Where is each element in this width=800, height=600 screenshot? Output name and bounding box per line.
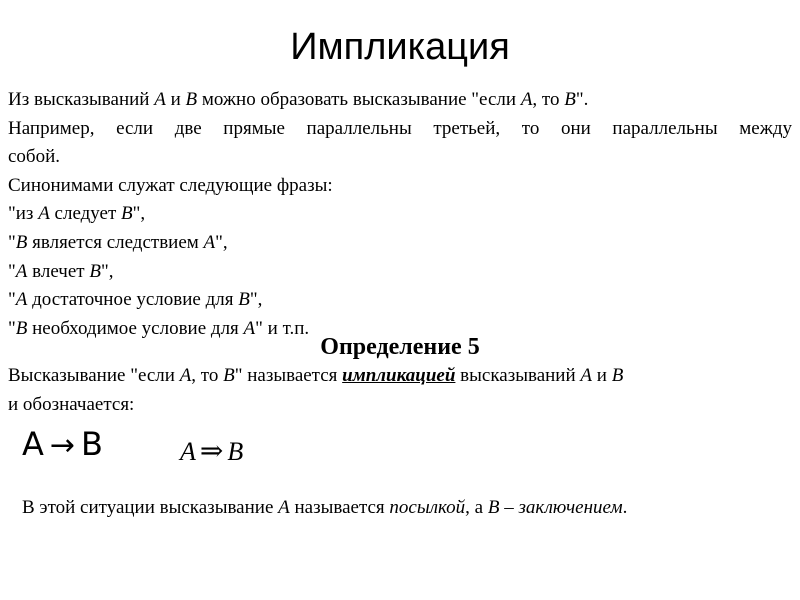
var-a: A <box>520 89 533 110</box>
text: и <box>165 89 186 110</box>
text: достаточное условие для <box>27 289 239 311</box>
definition-title: Определение 5 <box>320 334 480 360</box>
text: и <box>592 365 612 386</box>
var-b: B <box>611 365 624 386</box>
text: , то <box>532 89 565 110</box>
text: ", <box>215 231 228 253</box>
var-b: B <box>564 89 576 110</box>
var-b: B <box>121 203 133 225</box>
text: , то <box>191 365 224 386</box>
text: " называется <box>234 365 343 386</box>
var-a: A <box>278 497 290 518</box>
text: называется <box>289 497 390 518</box>
text: является следствием <box>27 231 204 253</box>
text: следует <box>49 203 122 225</box>
var-a: A <box>22 425 44 463</box>
text: " и т.п. <box>255 317 310 339</box>
synonym-2 <box>8 229 792 258</box>
synonym-4 <box>8 286 792 315</box>
text: В этой ситуации высказывание <box>22 497 279 518</box>
text: влечет <box>27 260 90 282</box>
text: высказываний <box>455 365 581 386</box>
var-a: A <box>15 260 28 282</box>
var-b: B <box>15 231 28 253</box>
intro-line-2: Например, если две прямые параллельны третьей, то они параллельны между <box>8 117 792 139</box>
text: ", <box>100 260 114 282</box>
text: необходимое условие для <box>27 317 244 339</box>
var-b: B <box>185 89 198 110</box>
definition-line-2: и обозначается: <box>8 393 135 415</box>
premise-term: посылкой <box>389 497 466 518</box>
var-b: B <box>81 425 103 463</box>
synonym-3 <box>8 258 792 287</box>
var-a: A <box>580 365 593 386</box>
intro-line-3: собой. <box>8 146 61 168</box>
text: ". <box>575 89 589 110</box>
text: " <box>8 260 16 282</box>
implication-formula-double-arrow <box>180 434 243 468</box>
var-a: A <box>179 365 192 386</box>
text: . <box>622 497 628 518</box>
right-arrow-icon: → <box>49 428 76 463</box>
page-title: Импликация <box>290 26 510 68</box>
conclusion-term: – заключением <box>499 497 623 518</box>
var-a: A <box>203 231 216 253</box>
var-a: A <box>38 203 50 225</box>
text: " <box>8 289 16 311</box>
var-a: A <box>154 89 166 110</box>
var-b: B <box>487 497 500 518</box>
conclusion-text <box>22 497 627 519</box>
intro-line-1 <box>8 86 792 115</box>
var-a: A <box>15 289 28 311</box>
text: Из высказываний <box>8 89 155 110</box>
defined-term: импликацией <box>342 365 456 386</box>
var-b: B <box>227 437 244 466</box>
implication-formula-arrow <box>22 425 103 463</box>
definition-line-1 <box>8 362 792 391</box>
var-b: B <box>238 289 250 311</box>
text: " <box>8 317 16 339</box>
synonym-1 <box>8 200 792 229</box>
var-b: B <box>223 365 235 386</box>
text: Высказывание "если <box>8 365 180 386</box>
var-a: A <box>180 437 196 466</box>
text: ", <box>132 203 146 225</box>
intro-text <box>8 86 792 343</box>
var-b: B <box>89 260 101 282</box>
text: можно образовать высказывание "если <box>197 89 521 110</box>
text: "из <box>8 203 39 225</box>
var-a: A <box>243 317 256 339</box>
text: , а <box>465 497 488 518</box>
text: " <box>8 231 16 253</box>
definition-text <box>8 362 792 419</box>
double-right-arrow-icon: ⇒ <box>199 436 224 467</box>
text: ", <box>249 289 263 311</box>
var-b: B <box>15 317 28 339</box>
intro-line-4: Синонимами служат следующие фразы: <box>8 174 333 196</box>
